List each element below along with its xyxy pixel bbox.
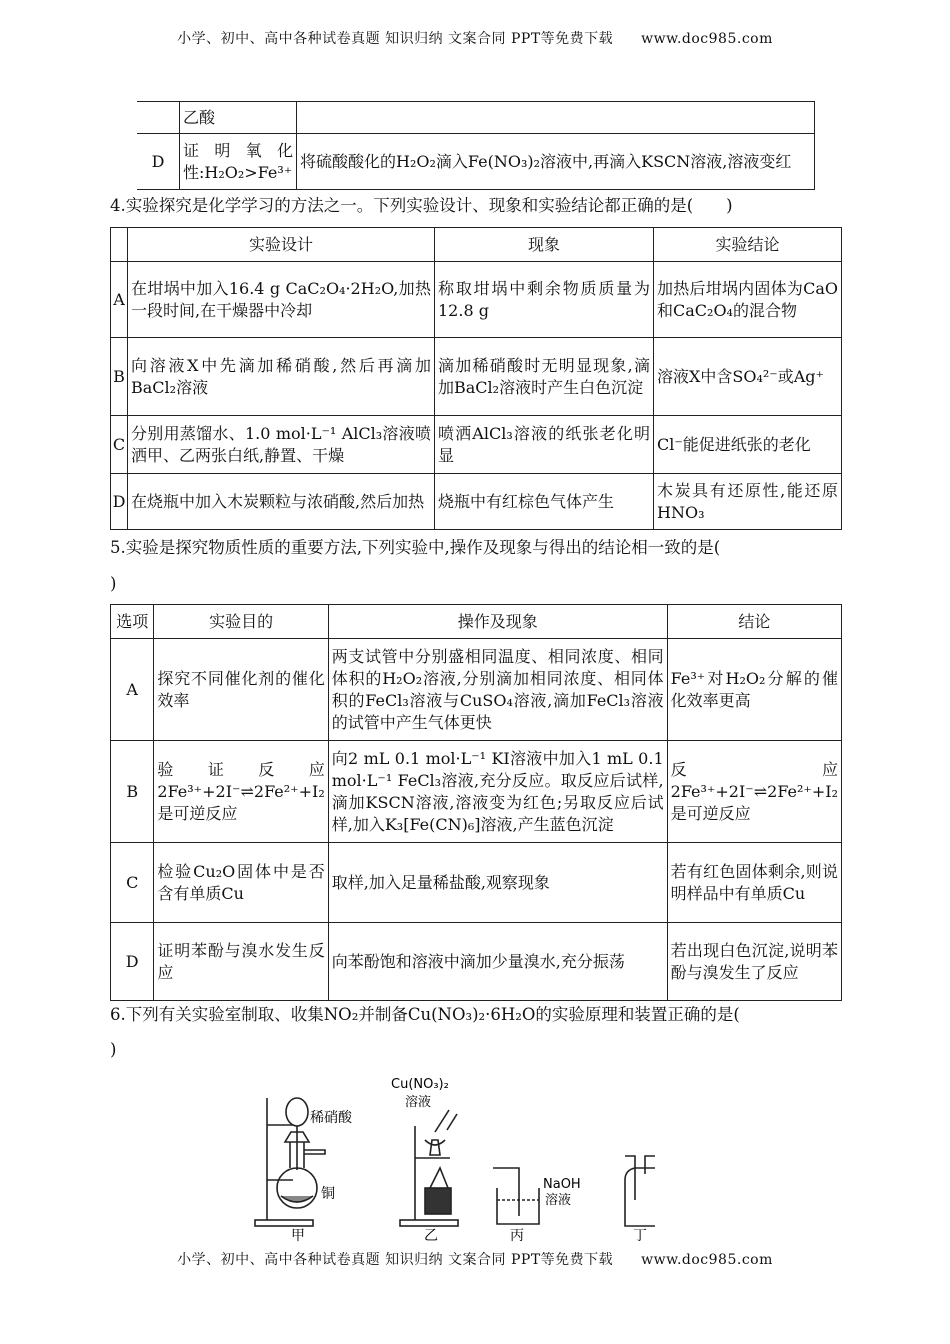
option-label: C xyxy=(111,843,154,923)
cell: 验证反应2Fe³⁺+2I⁻⇌2Fe²⁺+I₂是可逆反应 xyxy=(154,741,328,843)
cell: 烧瓶中有红棕色气体产生 xyxy=(435,474,654,530)
cell: 取样,加入足量稀盐酸,观察现象 xyxy=(328,843,667,923)
cell xyxy=(297,102,815,134)
cell: 将硫酸酸化的H₂O₂滴入Fe(NO₃)₂溶液中,再滴入KSCN溶液,溶液变红 xyxy=(297,134,815,190)
option-label: B xyxy=(111,741,154,843)
option-label: A xyxy=(111,639,154,741)
col-header: 现象 xyxy=(435,228,654,262)
question-6-stem-end: ) xyxy=(110,1040,117,1059)
apparatus-figure xyxy=(235,1070,655,1245)
cell: 证明氧化性:H₂O₂>Fe³⁺ xyxy=(180,134,297,190)
cell: 向苯酚饱和溶液中滴加少量溴水,充分振荡 xyxy=(328,923,667,1001)
option-label: D xyxy=(111,474,128,530)
cell: 检验Cu₂O固体中是否含有单质Cu xyxy=(154,843,328,923)
apparatus-yi xyxy=(400,1110,458,1226)
cell: 证明苯酚与溴水发生反应 xyxy=(154,923,328,1001)
q4-table xyxy=(110,227,842,530)
cell: 反应2Fe³⁺+2I⁻⇌2Fe²⁺+I₂是可逆反应 xyxy=(667,741,841,843)
cell: 若出现白色沉淀,说明苯酚与溴发生了反应 xyxy=(667,923,841,1001)
option-label: C xyxy=(111,416,128,474)
cell: Cl⁻能促进纸张的老化 xyxy=(654,416,842,474)
cell: 向2 mL 0.1 mol·L⁻¹ KI溶液中加入1 mL 0.1 mol·L⁻¹ FeCl₃溶液,充分反应。取反应后试样,滴加KSCN溶液,溶液变为红色;另取反应后试样,加入K₃[Fe(CN)₆]溶液,产生蓝色沉淀 xyxy=(328,741,667,843)
cell: 向溶液X中先滴加稀硝酸,然后再滴加BaCl₂溶液 xyxy=(128,338,435,416)
cell: 滴加稀硝酸时无明显现象,滴加BaCl₂溶液时产生白色沉淀 xyxy=(435,338,654,416)
option-label: B xyxy=(111,338,128,416)
header-url[interactable]: www.doc985.com xyxy=(641,31,773,47)
label-cuno3: Cu(NO₃)₂ xyxy=(391,1077,449,1092)
col-header: 实验设计 xyxy=(128,228,435,262)
apparatus-ding xyxy=(625,1156,655,1226)
cell: 探究不同催化剂的催化效率 xyxy=(154,639,328,741)
question-6-stem: 6.下列有关实验室制取、收集NO₂并制备Cu(NO₃)₂·6H₂O的实验原理和装置正确的是( xyxy=(110,1005,740,1024)
col-header: 选项 xyxy=(111,605,154,639)
page-footer xyxy=(0,1249,950,1269)
cell: 加热后坩埚内固体为CaO和CaC₂O₄的混合物 xyxy=(654,262,842,338)
cell: 若有红色固体剩余,则说明样品中有单质Cu xyxy=(667,843,841,923)
option-label: A xyxy=(111,262,128,338)
caption-bing: 丙 xyxy=(510,1228,524,1244)
option-label: D xyxy=(111,923,154,1001)
footer-text: 小学、初中、高中各种试卷真题 知识归纳 文案合同 PPT等免费下载 xyxy=(177,1252,614,1268)
cell: 分别用蒸馏水、1.0 mol·L⁻¹ AlCl₃溶液喷洒甲、乙两张白纸,静置、干燥 xyxy=(128,416,435,474)
apparatus-bing xyxy=(493,1168,539,1224)
cell: 乙酸 xyxy=(180,102,297,134)
label-naoh: NaOH xyxy=(543,1177,581,1192)
cell: 喷洒AlCl₃溶液的纸张老化明显 xyxy=(435,416,654,474)
col-header: 结论 xyxy=(667,605,841,639)
caption-jia: 甲 xyxy=(291,1228,305,1244)
col-header: 实验结论 xyxy=(654,228,842,262)
col-header: 实验目的 xyxy=(154,605,328,639)
cell: 两支试管中分别盛相同温度、相同浓度、相同体积的H₂O₂溶液,分别滴加相同浓度、相同体积的FeCl₃溶液与CuSO₄溶液,滴加FeCl₃溶液的试管中产生气体更快 xyxy=(328,639,667,741)
label-acid: 稀硝酸 xyxy=(310,1110,352,1126)
label-naoh-solution: 溶液 xyxy=(545,1193,572,1208)
cell: 木炭具有还原性,能还原HNO₃ xyxy=(654,474,842,530)
question-5-stem: 5.实验是探究物质性质的重要方法,下列实验中,操作及现象与得出的结论相一致的是( xyxy=(110,538,721,557)
cell: 在坩埚中加入16.4 g CaC₂O₄·2H₂O,加热一段时间,在干燥器中冷却 xyxy=(128,262,435,338)
header-text: 小学、初中、高中各种试卷真题 知识归纳 文案合同 PPT等免费下载 xyxy=(177,31,614,47)
caption-ding: 丁 xyxy=(633,1228,647,1244)
question-4-stem: 4.实验探究是化学学习的方法之一。下列实验设计、现象和实验结论都正确的是( ) xyxy=(110,196,733,215)
cell: 溶液X中含SO₄²⁻或Ag⁺ xyxy=(654,338,842,416)
question-5-stem-end: ) xyxy=(110,574,117,593)
q5-table xyxy=(110,604,842,1001)
cell: 在烧瓶中加入木炭颗粒与浓硝酸,然后加热 xyxy=(128,474,435,530)
option-label: D xyxy=(137,134,180,190)
label-cu: 铜 xyxy=(321,1186,335,1202)
footer-url[interactable]: www.doc985.com xyxy=(641,1252,773,1268)
label-solution: 溶液 xyxy=(405,1095,432,1110)
top-table xyxy=(137,101,815,190)
cell: Fe³⁺对H₂O₂分解的催化效率更高 xyxy=(667,639,841,741)
col-header: 操作及现象 xyxy=(328,605,667,639)
cell: 称取坩埚中剩余物质质量为12.8 g xyxy=(435,262,654,338)
caption-yi: 乙 xyxy=(424,1228,438,1244)
page-header-top xyxy=(0,28,950,48)
